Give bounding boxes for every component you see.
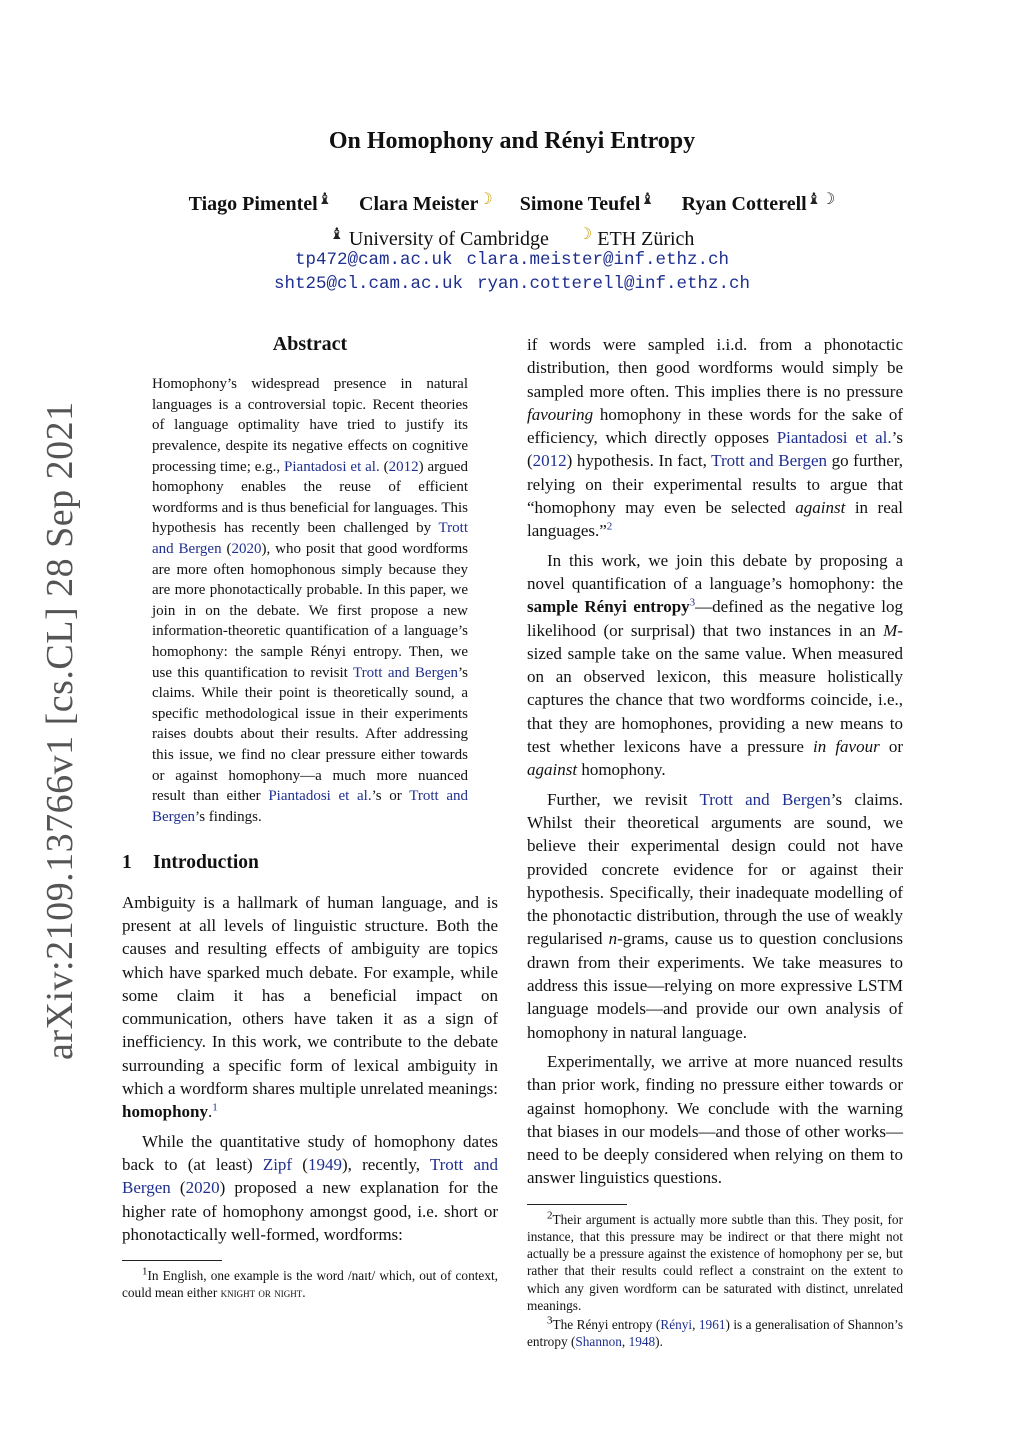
abstract-body: Homophony’s widespread presence in natural languages is a controversial topic. Recent theories of language optimality have tried to justify its prevalence, despite its negative effects on cognitive processing time; e.g., Piantadosi et al. (2012) argued homophony enables the reuse of efficient wordforms and is thus beneficial for languages. This hypothesis has recently been challenged by Trott and Bergen (2020), who posit that good wordforms are more often homophonous simply because they are more phonotactically probable. In this paper, we join in on the debate. We first propose a new information-theoretic quantification of a language’s homophony: the sample Rényi entropy. Then, we use this quantification to revisit Trott and Bergen’s claims. While their point is theoretically sound, a specific methodological issue in their experiments raises doubts about their results. After addressing this issue, we find no clear pressure either towards or against homophony—a much more nuanced result than either Piantadosi et al.’s or Trott and Bergen’s findings. — [152, 376, 469, 825]
author-list — [0, 189, 1024, 216]
right-column — [527, 333, 903, 1350]
section-heading-introduction: 1 Introduction — [122, 852, 259, 874]
citation-link[interactable]: Trott and Bergen — [122, 1154, 498, 1198]
eth-moon-icon: ☽ — [577, 226, 593, 243]
cambridge-icon: ♝ — [640, 191, 655, 208]
email-cotterell[interactable]: ryan.cotterell@inf.ethz.ch — [476, 274, 751, 294]
cambridge-eth-icon: ♝☽ — [806, 191, 836, 208]
affiliation-eth: ☽ ETH Zürich — [577, 226, 695, 250]
right-paragraph-4: Experimentally, we arrive at more nuanced results than prior work, finding no pressure either towards or against homophony. We conclude with the warning that biases in our models—and those of other works—need to be deeply considered when relying on them to answer linguistics questions. — [527, 1051, 903, 1188]
footnote-ref[interactable]: 3 — [689, 596, 696, 609]
citation-link[interactable]: Trott and Bergen — [711, 451, 828, 471]
author-meister: Clara Meister☽ — [359, 191, 493, 215]
citation-link[interactable]: Rényi — [660, 1316, 693, 1332]
email-pimentel[interactable]: tp472@cam.ac.uk — [294, 250, 453, 270]
citation-link[interactable]: Trott and Bergen — [152, 520, 468, 558]
citation-link[interactable]: Piantadosi et al. — [268, 788, 372, 805]
citation-link[interactable]: 1961 — [698, 1316, 726, 1332]
affiliation-cambridge: ♝ University of Cambridge — [329, 226, 549, 250]
author-cotterell: Ryan Cotterell♝☽ — [681, 191, 836, 215]
footnote-3: $^3$The Rényi entropy (Rényi, 1961) is a generalisation of Shannon’s entropy (Shannon, 1948). — [527, 1314, 904, 1350]
eth-moon-icon: ☽ — [478, 191, 493, 208]
right-paragraph-3: Further, we revisit Trott and Bergen’s claims. Whilst their theoretical arguments are sound, we believe their experimental design could not have provided concrete evidence for or against their hypothesis. Specifically, their inadequate modelling of the phonotactic distribution, through the use of weakly regularised n-grams, cause us to question conclusions drawn from their experiments. We take measures to address this issue—relying on more expressive LSTM language models—and provide our own analysis of homophony in natural language. — [527, 789, 903, 1042]
left-column — [122, 333, 498, 1302]
citation-link[interactable]: 2012 — [388, 458, 419, 475]
citation-link[interactable]: 1948 — [628, 1334, 656, 1350]
author-pimentel: Tiago Pimentel♝ — [188, 191, 333, 215]
citation-link[interactable]: 2012 — [532, 451, 567, 471]
intro-paragraph-2: While the quantitative study of homophony dates back to (at least) Zipf (1949), recently, Trott and Bergen (2020) proposed a new explanation for the higher rate of homophony amongst good, i.e. short or phonotactically well-formed, wordforms: — [122, 1131, 498, 1244]
right-paragraph-2: In this work, we join this debate by proposing a novel quantification of a language’s homophony: the sample Rényi entropy$^3$—defined as the negative log likelihood (or surprisal) that two instances in an M-sized sample take on the same value. When measured on an observed lexicon, this measure holistically captures the chance that two wordforms coincide, i.e., that they are homophones, providing a new means to test whether lexicons have a pressure in favour or against homophony. — [527, 550, 903, 780]
citation-link[interactable]: Trott and Bergen — [699, 789, 831, 809]
citation-link[interactable]: 2020 — [231, 541, 262, 558]
intro-paragraph-1: Ambiguity is a hallmark of human language, and is present at all levels of linguistic structure. Both the causes and resulting effects of ambiguity are topics which have sparked much debate. For example, while some claim it has a beneficial impact on communication, others have taken it as a sign of inefficiency. In this work, we contribute to the debate surrounding a specific form of lexical ambiguity in which a wordform shares multiple unrelated meanings: homophony.$^1$ — [122, 892, 498, 1122]
citation-link[interactable]: Piantadosi et al. — [776, 428, 892, 448]
email-row-1 — [0, 250, 1024, 270]
footnote-divider — [122, 1260, 222, 1261]
footnote-divider — [527, 1204, 627, 1205]
footnote-2: $^2$Their argument is actually more subtle than this. They posit, for instance, that this pressure may be indirect or that there might not actually be a pressure against the existence of homophony per se, but rather that their results could reflect a constraint on the extent to which any given wordform can be saturated with distinct, unrelated meanings. — [527, 1209, 903, 1313]
citation-link[interactable]: 2020 — [185, 1178, 220, 1198]
footnote-ref[interactable]: 1 — [212, 1101, 218, 1114]
citation-link[interactable]: Zipf — [262, 1154, 293, 1174]
email-teufel[interactable]: sht25@cl.cam.ac.uk — [273, 274, 463, 294]
citation-link[interactable]: Piantadosi et al. — [284, 458, 380, 475]
cambridge-icon: ♝ — [317, 191, 333, 208]
citation-link[interactable]: Shannon — [575, 1334, 622, 1350]
footnote-ref[interactable]: 2 — [606, 520, 613, 533]
author-teufel: Simone Teufel♝ — [519, 191, 655, 215]
footnote-1: $^1$In English, one example is the word /naɪt/ which, out of context, could mean either knight or night. — [122, 1265, 498, 1301]
citation-link[interactable]: 1949 — [307, 1154, 342, 1174]
email-meister[interactable]: clara.meister@inf.ethz.ch — [466, 250, 730, 270]
paper-title: On Homophony and Rényi Entropy — [328, 128, 696, 154]
abstract-heading: Abstract — [272, 333, 348, 355]
citation-link[interactable]: Trott and Bergen — [152, 788, 469, 825]
arxiv-stamp: arXiv:2109.13766v1 [cs.CL] 28 Sep 2021 — [39, 401, 81, 1060]
email-row-2 — [0, 274, 1024, 294]
right-paragraph-1: if words were sampled i.i.d. from a phonotactic distribution, then good wordforms would simply be sampled more often. This implies there is no pressure favouring homophony in these words for the sake of efficiency, which directly opposes Piantadosi et al.’s (2012) hypothesis. In fact, Trott and Bergen go further, relying on their experimental results to argue that “homophony may even be selected against in real languages.”$^2$ — [527, 335, 904, 541]
cambridge-icon: ♝ — [329, 226, 344, 243]
citation-link[interactable]: Trott and Bergen — [352, 664, 458, 681]
affiliations — [0, 224, 1024, 251]
